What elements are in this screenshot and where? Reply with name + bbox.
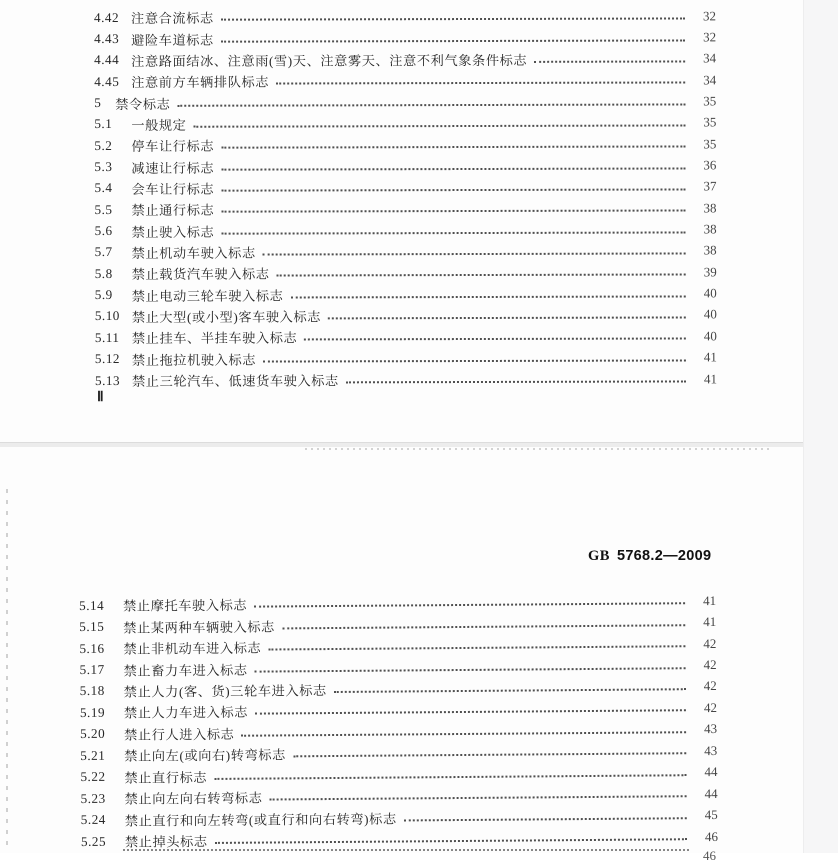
toc-entry-title: 注意前方车辆排队标志 <box>131 74 270 91</box>
toc-entry-title: 禁止通行标志 <box>131 202 215 219</box>
dot-leader <box>328 316 686 319</box>
page-number-roman: Ⅱ <box>97 389 104 404</box>
toc-entry-title: 禁止行人进入标志 <box>124 726 235 743</box>
toc-entry-page: 36 <box>703 157 717 173</box>
toc-entry <box>95 304 717 327</box>
toc-entry-title: 注意合流标志 <box>131 10 214 27</box>
toc-entry-title: 禁止挂车、半挂车驶入标志 <box>131 330 298 347</box>
toc-entry-number: 5 <box>94 95 102 111</box>
toc-entry-page: 38 <box>703 242 717 258</box>
toc-entry-page: 34 <box>703 50 717 66</box>
dot-leader <box>346 380 686 383</box>
toc-entry-page: 41 <box>703 614 717 630</box>
toc-entry-number: 4.45 <box>94 73 120 89</box>
toc-entry-title: 减速让行标志 <box>131 160 215 176</box>
toc-entry-title: 禁止直行和向左转弯(或直行和向右转弯)标志 <box>124 811 397 829</box>
toc-entry-page: 32 <box>703 8 717 24</box>
toc-entry-title: 禁止大型(或小型)客车驶入标志 <box>131 309 322 325</box>
toc-entry-number: 5.11 <box>94 329 120 345</box>
toc-entry-number: 5.21 <box>80 747 106 763</box>
toc-entry-page: 35 <box>703 114 717 130</box>
dot-leader <box>193 124 685 127</box>
toc-entry-title: 禁止载货汽车驶入标志 <box>131 266 270 283</box>
toc-entry <box>94 155 716 178</box>
dot-leader <box>293 753 686 758</box>
dot-leader <box>334 688 686 693</box>
toc-entry <box>94 133 716 156</box>
dot-leader <box>290 295 685 298</box>
toc-entry-number: 5.4 <box>94 180 113 196</box>
toc-entry <box>95 261 717 284</box>
toc-entry-page: 44 <box>704 764 718 780</box>
toc-entry-title: 禁止摩托车驶入标志 <box>123 597 248 614</box>
dot-leader <box>276 82 685 85</box>
dot-leader <box>255 667 686 672</box>
toc-list-page-2 <box>79 590 718 852</box>
toc-entry-page: 42 <box>703 657 717 673</box>
toc-entry-page: 37 <box>703 178 717 194</box>
dot-leader <box>221 18 685 21</box>
dot-leader <box>282 624 685 629</box>
toc-entry-number: 4.43 <box>94 30 120 47</box>
toc-entry-title: 避险车道标志 <box>131 32 214 48</box>
scan-noise-left-edge <box>6 489 8 847</box>
toc-entry-number: 5.24 <box>80 811 106 828</box>
toc-entry-page: 39 <box>703 264 717 280</box>
dot-leader <box>221 146 685 149</box>
toc-entry-title: 禁止向左(或向右)转弯标志 <box>124 747 286 764</box>
toc-entry-title: 禁止畜力车进入标志 <box>123 662 248 679</box>
toc-entry-page: 43 <box>704 721 718 737</box>
toc-entry-page: 40 <box>703 328 717 344</box>
toc-entry-title: 禁止人力(客、货)三轮车进入标志 <box>123 683 327 700</box>
dot-leader <box>221 188 685 191</box>
toc-entry <box>94 5 716 28</box>
toc-entry-title: 禁止驶入标志 <box>131 224 215 240</box>
toc-entry-page: 41 <box>703 370 717 386</box>
toc-entry-number: 4.42 <box>94 9 120 25</box>
dot-leader <box>221 231 685 234</box>
toc-entry-number: 5.14 <box>79 597 105 613</box>
toc-entry-number: 5.9 <box>94 287 113 303</box>
toc-entry <box>95 219 717 242</box>
toc-entry-number: 5.3 <box>94 159 113 175</box>
toc-entry-number: 5.22 <box>80 769 106 785</box>
toc-entry-title: 注意路面结冰、注意雨(雪)天、注意雾天、注意不利气象条件标志 <box>131 52 528 69</box>
toc-entry-title: 禁令标志 <box>115 96 171 112</box>
toc-entry-title: 禁止直行标志 <box>124 769 208 786</box>
dot-leader <box>254 602 685 607</box>
toc-entry-title: 禁止拖拉机驶入标志 <box>131 352 257 368</box>
dot-leader <box>534 60 685 62</box>
toc-entry <box>95 326 717 349</box>
toc-entry-page: 41 <box>703 349 717 365</box>
toc-entry-page: 42 <box>703 699 717 716</box>
toc-entry <box>94 48 716 71</box>
toc-entry-page: 32 <box>703 29 717 45</box>
dot-leader <box>177 103 685 106</box>
toc-entry-number: 5.19 <box>79 704 106 720</box>
dot-leader <box>221 167 685 170</box>
toc-entry-page: 41 <box>703 592 717 608</box>
toc-entry-number: 5.23 <box>80 790 106 806</box>
toc-entry-number: 5.20 <box>80 726 106 742</box>
toc-entry <box>95 240 717 263</box>
toc-entry <box>94 27 716 50</box>
toc-entry-page: 38 <box>703 221 717 237</box>
toc-entry-page: 40 <box>703 285 717 301</box>
toc-entry <box>94 91 716 114</box>
toc-page-2 <box>0 447 803 863</box>
toc-entry <box>94 112 716 135</box>
scan-background-strip <box>803 0 838 853</box>
dot-leader <box>255 710 686 715</box>
toc-entry-title: 一般规定 <box>131 117 187 133</box>
toc-entry-page: 35 <box>703 136 717 152</box>
dot-leader <box>221 210 685 213</box>
dot-leader <box>215 838 687 844</box>
toc-entry-title: 禁止非机动车进入标志 <box>123 640 262 657</box>
toc-entry-number: 5.8 <box>94 265 113 281</box>
toc-entry-number: 5.17 <box>79 661 105 678</box>
toc-entry-title: 会车让行标志 <box>131 181 215 197</box>
toc-entry-page: 45 <box>704 807 718 823</box>
dot-leader <box>263 252 686 255</box>
toc-entry-title: 禁止人力车进入标志 <box>123 705 249 722</box>
toc-entry-number: 5.18 <box>79 683 105 699</box>
toc-entry-number: 5.6 <box>94 223 113 239</box>
toc-entry <box>95 347 717 370</box>
dot-leader <box>404 817 687 821</box>
standard-code: 5768.2—2009 <box>616 548 712 564</box>
toc-entry-title: 禁止向左向右转弯标志 <box>124 790 263 807</box>
toc-entry-number: 5.1 <box>94 116 113 132</box>
toc-entry-number: 4.44 <box>94 52 120 68</box>
standard-number-header <box>588 548 711 565</box>
toc-list-page-1 <box>94 5 717 391</box>
toc-entry <box>94 69 716 92</box>
toc-entry-page: 34 <box>703 72 717 88</box>
dot-leader <box>268 645 685 650</box>
toc-entry-number: 5.7 <box>94 244 113 260</box>
toc-entry-page: 40 <box>703 306 717 322</box>
toc-entry-title: 禁止机动车驶入标志 <box>131 245 256 261</box>
partial-row-dot-leader <box>123 849 689 851</box>
toc-page-1 <box>0 0 803 442</box>
toc-entry-title: 禁止某两种车辆驶入标志 <box>123 619 275 636</box>
toc-entry-page: 38 <box>703 200 717 216</box>
toc-entry <box>95 197 717 220</box>
toc-entry-number: 5.13 <box>94 372 121 388</box>
toc-entry-number: 5.12 <box>94 351 121 367</box>
scan-noise-top-edge <box>305 448 770 450</box>
toc-entry-title: 禁止电动三轮车驶入标志 <box>131 288 284 304</box>
toc-entry-title: 禁止掉头标志 <box>124 834 208 850</box>
toc-entry-number: 5.5 <box>94 201 113 217</box>
toc-entry-title: 禁止三轮汽车、低速货车驶入标志 <box>131 373 339 389</box>
toc-entry <box>94 176 716 199</box>
toc-entry-page: 42 <box>703 678 717 694</box>
dot-leader <box>269 795 686 800</box>
toc-entry <box>95 283 717 306</box>
dot-leader <box>263 359 686 362</box>
toc-entry-number: 5.10 <box>94 308 120 324</box>
dot-leader <box>241 731 686 736</box>
toc-entry-page: 44 <box>704 785 718 801</box>
toc-entry-number: 5.25 <box>80 833 107 849</box>
toc-entry-number: 5.2 <box>94 137 113 153</box>
toc-entry-page: 42 <box>703 635 717 651</box>
dot-leader <box>277 274 686 277</box>
toc-entry-title: 停车让行标志 <box>131 138 215 155</box>
dot-leader <box>221 39 685 42</box>
toc-entry-number: 5.15 <box>79 618 105 635</box>
toc-entry-page: 35 <box>703 93 717 109</box>
partial-row-page-number: 46 <box>703 848 716 863</box>
toc-entry-page: 43 <box>704 742 718 758</box>
standard-prefix: GB <box>588 548 610 564</box>
dot-leader <box>304 338 686 341</box>
toc-entry <box>95 368 717 391</box>
toc-entry-number: 5.16 <box>79 640 105 656</box>
toc-entry-page: 46 <box>704 828 718 844</box>
dot-leader <box>214 774 686 780</box>
